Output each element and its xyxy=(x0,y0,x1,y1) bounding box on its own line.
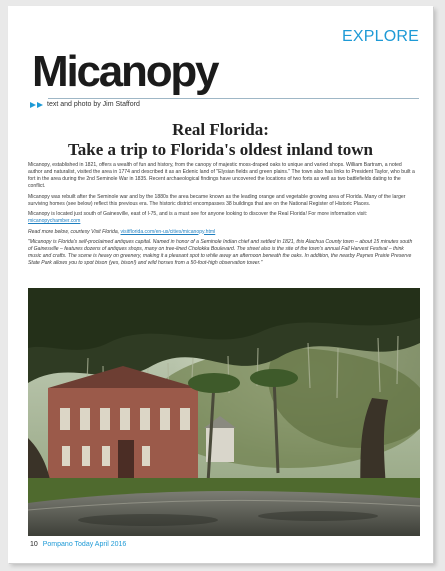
byline xyxy=(30,101,140,108)
paragraph-4-text: Read more below, courtesy Visit Florida, xyxy=(28,228,120,235)
headline-line-1: Real Florida: xyxy=(172,120,269,139)
article-title: Micanopy xyxy=(32,47,218,96)
paragraph-1: Micanopy, established in 1821, offers a wealth of fun and history, from the canopy of majestic moss-draped oaks to unique and varied shops. William Bartram, a noted author and naturalist, visited the area in 1774 and described it as an Edenic land of "Elysian fields and green plains." The town also has links to President Taylor, who built a fort in the area during the 2nd Seminole War in 1835. Recent archaeological findings have uncovered the locations of two forts as well as two battlefields dating to the conflict. xyxy=(28,162,415,189)
title-rule xyxy=(48,98,419,99)
oak-canopy-street-photo xyxy=(28,288,420,536)
article-body xyxy=(28,162,415,271)
paragraph-3-text: Micanopy is located just south of Gainesville, east of I-75, and is a must see for anyone looking to discover the Real Florida! For more information visit: xyxy=(28,211,368,217)
paragraph-3 xyxy=(28,211,415,225)
magazine-page xyxy=(8,6,433,563)
paragraph-2: Micanopy was rebuilt after the Seminole war and by the 1880s the area became known as the leading orange and vegetable growing area of Florida. Many of the larger surviving homes (see below) reflect this previous era. The historic district encompasses 38 buildings that are on the National Register of Historic Places. xyxy=(28,193,406,207)
visitflorida-link[interactable]: visitflorida.com/en-us/cities/micanopy.html xyxy=(120,228,216,235)
headline-line-2: Take a trip to Florida's oldest inland town xyxy=(68,140,373,159)
quote-paragraph: "Micanopy is Florida's self-proclaimed antiques capital. Named in honor of a Seminole Indian chief and settled in 1821, this Alachua County town – about 15 minutes south of Gainesville – features dozens of antiques shops, many on tree-lined Cholokka Boulevard. The street also is the site of the town's annual Fall Harvest Festival – think music and crafts. The scene is heavy on greenery, making it a pleasant spot to while away an afternoon beneath the oaks. In addition, the nearby Paynes Prairie Preserve State Park allows you to spot bison (yes, bison!) and wild horses from a 50-foot-high observation tower." xyxy=(28,239,413,266)
page-footer xyxy=(30,541,126,548)
headline xyxy=(32,120,409,160)
section-label: EXPLORE xyxy=(342,28,419,45)
paragraph-4 xyxy=(28,229,415,236)
publication-name: Pompano Today April 2016 xyxy=(42,541,127,548)
page-number: 10 xyxy=(30,541,38,548)
double-arrow-icon xyxy=(30,102,44,108)
chamber-link[interactable]: micanopychamber.com xyxy=(28,218,81,224)
byline-text: text and photo by Jim Stafford xyxy=(47,101,140,108)
